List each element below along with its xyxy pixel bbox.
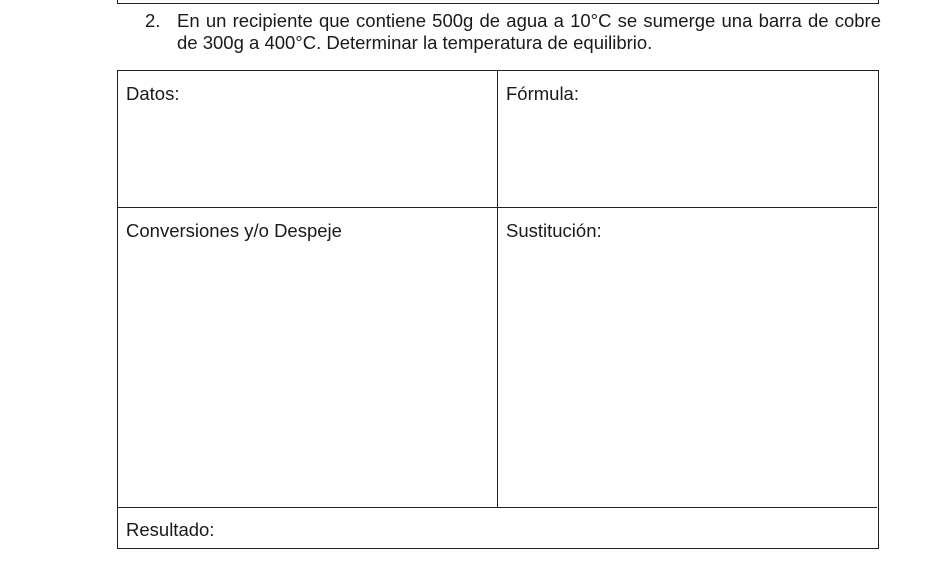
resultado-label: Resultado: — [126, 519, 215, 540]
problem-number: 2. — [145, 10, 161, 31]
problem-text: En un recipiente que contiene 500g de agua a 10°C se sumerge una barra de cobre de 300g a 400°C. Determinar la temperatura de equilibrio. — [177, 10, 881, 53]
conversiones-cell[interactable] — [118, 208, 498, 508]
datos-cell[interactable] — [118, 71, 498, 208]
datos-label: Datos: — [126, 83, 180, 104]
resultado-cell[interactable] — [118, 508, 877, 547]
formula-cell[interactable] — [498, 71, 877, 208]
sustitucion-label: Sustitución: — [506, 220, 602, 241]
sustitucion-cell[interactable] — [498, 208, 877, 508]
formula-label: Fórmula: — [506, 83, 579, 104]
worksheet-table — [117, 70, 879, 549]
previous-table-bottom-edge — [117, 0, 879, 4]
conversiones-label: Conversiones y/o Despeje — [126, 220, 342, 241]
